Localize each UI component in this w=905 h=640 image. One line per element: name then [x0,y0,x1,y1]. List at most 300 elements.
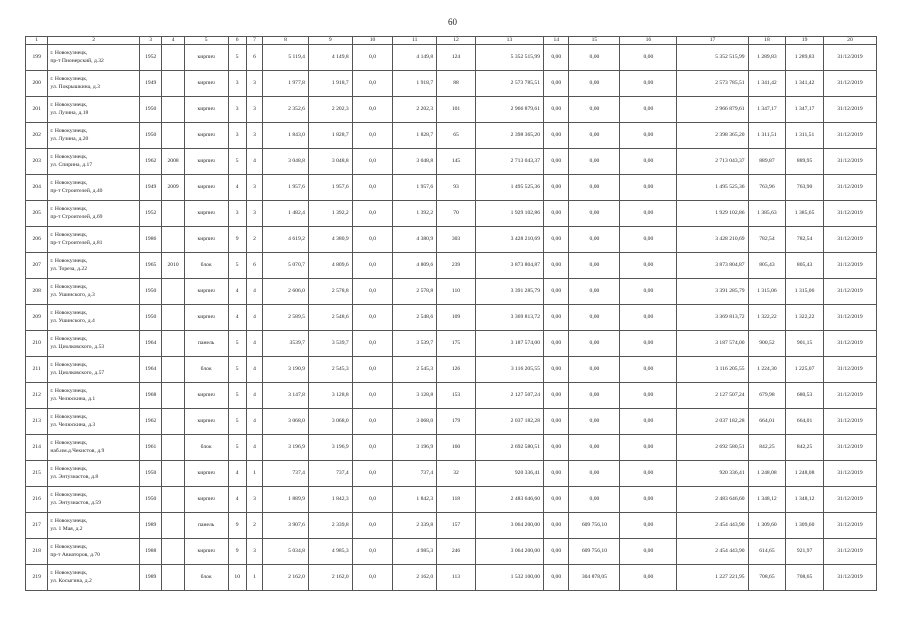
table-cell: 2 398 365,20 [475,123,543,149]
column-header-8: 8 [263,37,309,45]
table-cell: 0,0 [352,565,393,591]
table-cell: панель [184,513,228,539]
table-cell: 1 918,7 [308,71,352,97]
table-cell: 4 [228,305,246,331]
column-header-5: 5 [184,37,228,45]
table-cell: 2 162,0 [308,565,352,591]
table-cell: 0,0 [352,383,393,409]
table-cell: 1 311,51 [786,123,824,149]
table-cell [162,71,184,97]
table-cell: 1 977,8 [263,71,309,97]
table-cell: 1 392,2 [308,201,352,227]
table-row [26,357,877,383]
table-cell: 304 878,05 [569,565,620,591]
table-cell: 5 119,4 [263,45,309,71]
table-cell: 708,65 [786,565,824,591]
table-cell: 1 341,42 [748,71,786,97]
table-cell: 0,00 [569,175,620,201]
table-cell: 1 224,30 [748,357,786,383]
column-header-15: 15 [569,37,620,45]
table-cell: 1 842,3 [308,487,352,513]
column-header-13: 13 [475,37,543,45]
table-cell: 0,00 [569,279,620,305]
table-cell: кирпич [184,409,228,435]
table-cell: 153 [437,383,476,409]
table-cell: 1 [246,461,262,487]
table-cell: 920 336,41 [475,461,543,487]
address-cell: г. Новокузнецк, пр-т Строителей, д.81 [48,227,140,253]
table-cell: кирпич [184,123,228,149]
table-cell: 6 [246,253,262,279]
table-cell: 1950 [140,305,162,331]
table-cell: 5 [228,253,246,279]
table-cell: 1961 [140,435,162,461]
table-cell: 110 [437,279,476,305]
table-cell: 4 619,2 [263,227,309,253]
table-cell: 0,00 [620,227,677,253]
table-cell: 3 [246,97,262,123]
table-cell: 1 957,6 [308,175,352,201]
address-cell: г. Новокузнецк, ул. Энтузиастов, д.59 [48,487,140,513]
table-cell: 215 [26,461,48,487]
table-cell: 889,95 [786,149,824,175]
table-cell [162,539,184,565]
table-cell: 0,00 [620,201,677,227]
table-cell: 1950 [140,97,162,123]
table-cell [162,487,184,513]
column-header-4: 4 [162,37,184,45]
column-header-2: 2 [48,37,140,45]
table-cell: кирпич [184,487,228,513]
table-cell: 157 [437,513,476,539]
table-cell: 5 [228,331,246,357]
table-cell: 6 [246,45,262,71]
table-cell: 217 [26,513,48,539]
table-cell: 3 [228,123,246,149]
table-cell: 0,00 [569,253,620,279]
table-row [26,487,877,513]
table-cell: 2 127 507,24 [677,383,748,409]
table-cell: 0,0 [352,409,393,435]
table-cell: 31/12/2019 [823,331,876,357]
column-header-7: 7 [246,37,262,45]
address-cell: г. Новокузнецк, ул. Челюскина, д.3 [48,409,140,435]
table-cell: 842,25 [786,435,824,461]
table-cell: 3 068,0 [308,409,352,435]
table-cell: 0,0 [352,97,393,123]
table-cell: 1 828,7 [308,123,352,149]
table-cell: 3 196,9 [308,435,352,461]
table-cell: 0,00 [544,539,569,565]
table-cell: 5 [228,409,246,435]
table-cell: 31/12/2019 [823,565,876,591]
table-cell: 31/12/2019 [823,71,876,97]
table-cell: 679,98 [748,383,786,409]
table-cell: 205 [26,201,48,227]
table-cell: 2009 [162,175,184,201]
table-cell: 202 [26,123,48,149]
table-cell: 212 [26,383,48,409]
table-cell: 2 573 785,51 [677,71,748,97]
table-cell [162,435,184,461]
column-header-9: 9 [308,37,352,45]
table-cell: 1989 [140,513,162,539]
table-cell: 126 [437,357,476,383]
table-cell: 2 454 443,90 [677,539,748,565]
table-cell: 0,00 [620,71,677,97]
table-cell: 3 187 574,00 [677,331,748,357]
table-cell: кирпич [184,279,228,305]
column-header-14: 14 [544,37,569,45]
table-cell: кирпич [184,461,228,487]
table-cell: 2 202,3 [393,97,437,123]
table-cell: 3 539,7 [393,331,437,357]
table-cell: 218 [26,539,48,565]
table-cell: 207 [26,253,48,279]
table-cell: 219 [26,565,48,591]
column-header-12: 12 [437,37,476,45]
table-cell: 0,00 [544,45,569,71]
table-cell: 4 [228,279,246,305]
table-row [26,565,877,591]
table-cell: 3 [246,539,262,565]
table-cell: 31/12/2019 [823,227,876,253]
address-cell: г. Новокузнецк, ул. Лузина, д.18 [48,97,140,123]
table-cell: 1988 [140,539,162,565]
table-cell: 211 [26,357,48,383]
table-cell: 1968 [140,383,162,409]
table-cell [162,565,184,591]
table-cell: 1 347,17 [748,97,786,123]
table-cell: 0,00 [569,305,620,331]
table-cell: 0,00 [620,279,677,305]
table-cell: 0,00 [620,435,677,461]
table-cell: 1950 [140,487,162,513]
table-cell: кирпич [184,305,228,331]
table-cell: 32 [437,461,476,487]
table-cell: 4 809,6 [393,253,437,279]
table-cell: 1964 [140,357,162,383]
page-number: 60 [448,17,457,27]
table-cell: 124 [437,45,476,71]
table-cell: 3 [228,201,246,227]
table-cell: 3 539,7 [308,331,352,357]
table-cell: 3 048,8 [393,149,437,175]
table-cell: 680,53 [786,383,824,409]
table-cell: 0,0 [352,123,393,149]
table-cell: кирпич [184,71,228,97]
table-row [26,435,877,461]
table-row [26,383,877,409]
address-cell: г. Новокузнецк, пр-т Авиаторов, д.70 [48,539,140,565]
table-cell: 3 048,8 [263,149,309,175]
table-cell: 3 [246,487,262,513]
table-cell: 0,00 [620,539,677,565]
table-cell [162,383,184,409]
table-cell: 199 [26,45,48,71]
table-cell: 1 348,12 [786,487,824,513]
table-cell: 5 [228,149,246,175]
table-cell: 31/12/2019 [823,409,876,435]
table-cell: 1950 [140,279,162,305]
table-row [26,539,877,565]
table-row [26,97,877,123]
table-cell: 3 116 205,55 [475,357,543,383]
table-cell: 3 196,9 [393,435,437,461]
table-cell: 3 [228,97,246,123]
table-row [26,123,877,149]
table-cell: 0,00 [620,175,677,201]
table-cell: 2 339,8 [308,513,352,539]
table-cell: 101 [437,97,476,123]
table-cell: 5 [228,45,246,71]
table-cell: 664,01 [748,409,786,435]
table-cell: 88 [437,71,476,97]
table-row [26,279,877,305]
table-cell: 1986 [140,227,162,253]
header-row [26,37,877,45]
table-cell: 3 369 813,72 [677,305,748,331]
table-cell [162,461,184,487]
table-cell: 0,00 [620,305,677,331]
table-cell: 0,0 [352,539,393,565]
table-cell: 210 [26,331,48,357]
table-cell: 2 202,3 [308,97,352,123]
table-cell: 2 127 507,24 [475,383,543,409]
table-cell: 0,00 [569,331,620,357]
table-cell: 1 957,6 [263,175,309,201]
column-header-6: 6 [228,37,246,45]
table-cell: 0,0 [352,331,393,357]
table-cell: 0,00 [620,331,677,357]
table-cell: 782,54 [748,227,786,253]
table-cell: 31/12/2019 [823,201,876,227]
table-cell: кирпич [184,149,228,175]
address-cell: г. Новокузнецк, ул. Ушинского, д.3 [48,279,140,305]
table-cell: 1 309,60 [748,513,786,539]
table-cell: блок [184,435,228,461]
table-cell: 31/12/2019 [823,175,876,201]
table-cell: 2 692 580,51 [677,435,748,461]
table-cell: 4 [246,305,262,331]
table-cell: 9 [228,227,246,253]
address-cell: г. Новокузнецк, пр-т Строителей, д.40 [48,175,140,201]
table-cell: 0,00 [544,305,569,331]
table-cell: 5 352 515,99 [475,45,543,71]
table-cell: 1 248,08 [748,461,786,487]
table-cell: 303 [437,227,476,253]
table-cell: 1965 [140,253,162,279]
table-cell: 216 [26,487,48,513]
table-cell: 5 [228,357,246,383]
table-cell: 0,0 [352,71,393,97]
table-cell: кирпич [184,383,228,409]
table-cell: 1 889,9 [263,487,309,513]
table-cell: кирпич [184,201,228,227]
table-cell: 842,25 [748,435,786,461]
table-cell: 0,00 [620,461,677,487]
table-cell: 0,00 [620,97,677,123]
table-cell [162,227,184,253]
address-cell: г. Новокузнецк, ул. Тореза, д.22 [48,253,140,279]
table-cell: 0,00 [544,383,569,409]
column-header-16: 16 [620,37,677,45]
table-cell: 4 [246,331,262,357]
table-cell: 3 116 205,55 [677,357,748,383]
table-row [26,45,877,71]
table-cell: 737,4 [308,461,352,487]
table-cell: 0,00 [544,435,569,461]
table-cell [162,409,184,435]
table-cell: 2 578,8 [393,279,437,305]
address-cell: г. Новокузнецк, ул. Ушинского, д.4 [48,305,140,331]
table-cell: 2 548,6 [393,305,437,331]
table-cell: 209 [26,305,48,331]
table-cell: 0,00 [620,383,677,409]
table-cell: 2 483 646,60 [677,487,748,513]
table-cell [162,201,184,227]
table-cell [162,513,184,539]
table-cell: 4 [246,357,262,383]
table-cell: 2 162,0 [263,565,309,591]
table-cell: 0,00 [569,435,620,461]
table-cell [162,357,184,383]
table-cell: 4 149,8 [308,45,352,71]
table-cell [162,45,184,71]
table-cell: 708,65 [748,565,786,591]
table-row [26,149,877,175]
table-cell: 31/12/2019 [823,539,876,565]
table-cell: 1952 [140,45,162,71]
table-cell: 9 [228,513,246,539]
table-row [26,253,877,279]
column-header-17: 17 [677,37,748,45]
table-cell: 4 380,9 [393,227,437,253]
table-cell: 0,00 [569,227,620,253]
table-cell: 3 428 210,69 [677,227,748,253]
table-cell: 201 [26,97,48,123]
table-cell: 0,00 [569,383,620,409]
address-cell: г. Новокузнецк, ул. Циолковского, д.53 [48,331,140,357]
table-cell: 0,00 [544,357,569,383]
table-cell: 1 322,22 [748,305,786,331]
buildings-table [25,36,877,591]
table-cell: 2008 [162,149,184,175]
table-cell: 200 [26,71,48,97]
table-cell: 3 128,8 [393,383,437,409]
table-cell: 1962 [140,409,162,435]
table-cell: 3 428 210,69 [475,227,543,253]
table-cell: 3 068,0 [393,409,437,435]
table-cell: 175 [437,331,476,357]
table-cell: 614,65 [748,539,786,565]
table-cell: 1 918,7 [393,71,437,97]
table-cell: 2 037 182,28 [475,409,543,435]
address-cell: г. Новокузнецк, ул. Покрышкина, д.3 [48,71,140,97]
table-cell: 1 495 525,36 [475,175,543,201]
column-header-1: 1 [26,37,48,45]
table-cell: 0,0 [352,227,393,253]
table-cell: 10 [228,565,246,591]
table-cell: 2 454 443,90 [677,513,748,539]
table-row [26,175,877,201]
table-cell: 763,90 [786,175,824,201]
table-cell: 0,00 [544,71,569,97]
table-cell: 31/12/2019 [823,149,876,175]
table-cell: 3 873 804,87 [677,253,748,279]
table-cell: 160 [437,435,476,461]
table-cell: кирпич [184,539,228,565]
table-cell: 2 545,3 [393,357,437,383]
table-cell: 118 [437,487,476,513]
table-cell: 0,0 [352,435,393,461]
table-cell: 2 [246,513,262,539]
table-cell: 2 352,6 [263,97,309,123]
table-cell: 1 225,07 [786,357,824,383]
table-cell: 2 589,5 [263,305,309,331]
address-cell: г. Новокузнецк, пр-т Строителей, д.69 [48,201,140,227]
table-cell: 4 [246,279,262,305]
table-cell: 0,00 [544,331,569,357]
table-cell: 2 398 365,20 [677,123,748,149]
address-cell: г. Новокузнецк, пр-т Пионерский, д.32 [48,45,140,71]
table-cell: 65 [437,123,476,149]
table-row [26,513,877,539]
table-cell: 1 289,83 [748,45,786,71]
table-cell: 206 [26,227,48,253]
table-cell: 1 309,60 [786,513,824,539]
table-cell: 2 339,8 [393,513,437,539]
table-cell: 1964 [140,331,162,357]
table-cell: 0,0 [352,357,393,383]
table-cell: 113 [437,565,476,591]
table-cell: 31/12/2019 [823,383,876,409]
table-cell: 1 315,06 [748,279,786,305]
table-cell: 31/12/2019 [823,253,876,279]
table-cell: 5 [228,383,246,409]
table-cell: 1 828,7 [393,123,437,149]
table-cell: 2 692 580,51 [475,435,543,461]
table-cell: 4 [246,383,262,409]
table-cell: 93 [437,175,476,201]
table-cell: 4 809,6 [308,253,352,279]
table-cell: 2 037 182,28 [677,409,748,435]
table-cell: 1 929 102,86 [677,201,748,227]
table-cell: 0,00 [620,565,677,591]
table-cell: блок [184,357,228,383]
table-cell: 0,00 [569,409,620,435]
table-cell: 0,00 [544,565,569,591]
table-cell: 0,00 [544,253,569,279]
table-cell: кирпич [184,175,228,201]
table-row [26,331,877,357]
table-cell: 1 315,06 [786,279,824,305]
table-row [26,227,877,253]
table-cell: 3 [246,201,262,227]
table-cell: 3 907,6 [263,513,309,539]
table-cell: 3 196,9 [263,435,309,461]
table-cell: 1949 [140,175,162,201]
table-cell: 31/12/2019 [823,513,876,539]
table-cell: 1 289,83 [786,45,824,71]
column-header-19: 19 [786,37,824,45]
table-cell: 664,01 [786,409,824,435]
table-cell: панель [184,331,228,357]
table-cell: 204 [26,175,48,201]
table-cell [162,123,184,149]
table-cell: 2 483 646,60 [475,487,543,513]
column-header-18: 18 [748,37,786,45]
